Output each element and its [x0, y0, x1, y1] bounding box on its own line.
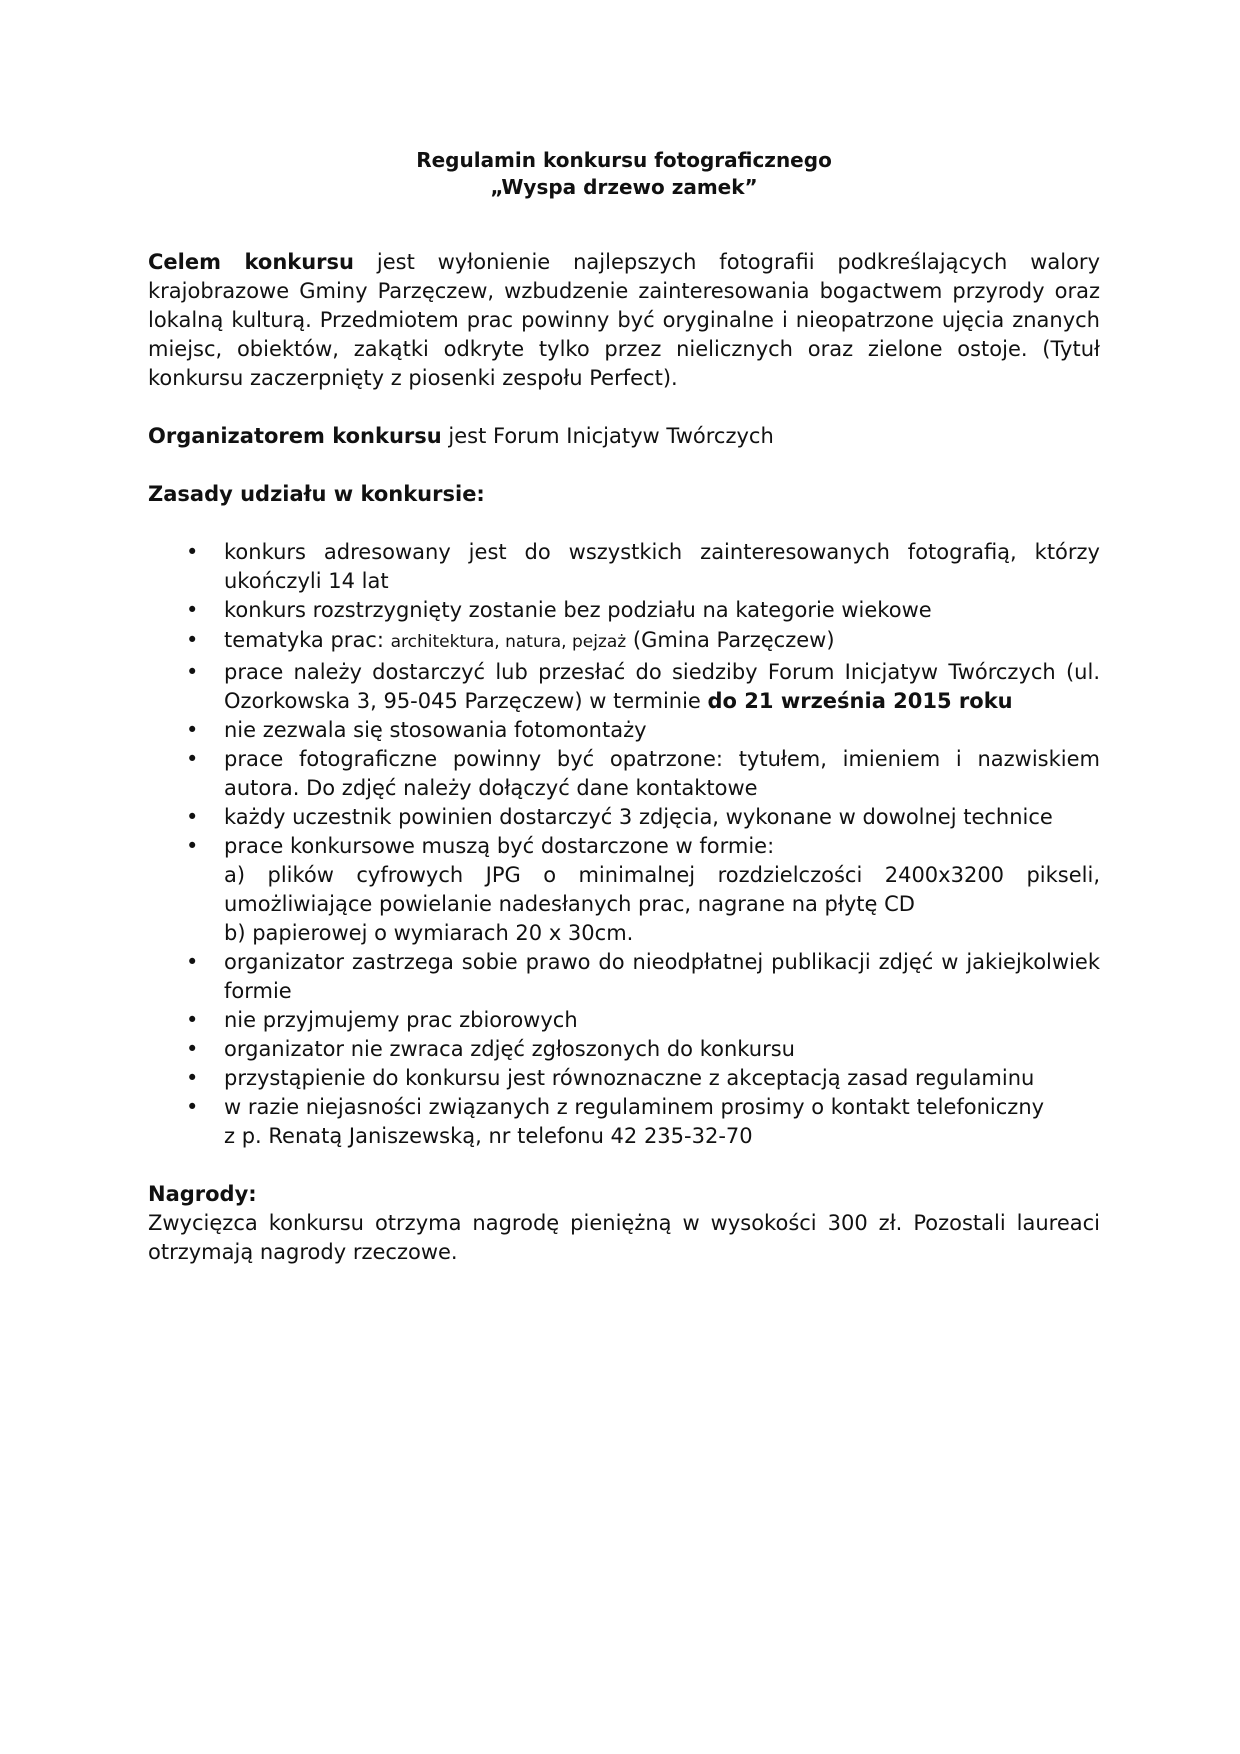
bullet-icon: •: [186, 1095, 199, 1119]
bullet-icon: •: [186, 950, 199, 974]
prizes-heading: Nagrody:: [148, 1182, 257, 1206]
rule-text: tematyka prac:: [224, 628, 391, 652]
list-item: [148, 1064, 1100, 1093]
document-subtitle: „Wyspa drzewo zamek”: [490, 175, 758, 199]
list-item: [148, 1006, 1100, 1035]
rule-deadline: do 21 września 2015 roku: [707, 689, 1013, 713]
list-item: [148, 948, 1100, 1006]
rule-text: nie przyjmujemy prac zbiorowych: [224, 1008, 578, 1032]
list-item: [148, 1035, 1100, 1064]
document-title: Regulamin konkursu fotograficznego: [416, 148, 832, 172]
intro-lead: Celem konkursu: [148, 250, 354, 274]
rule-text: (Gmina Parzęczew): [626, 628, 835, 652]
bullet-icon: •: [186, 834, 199, 858]
rule-text: prace konkursowe muszą być dostarczone w formie:: [224, 834, 775, 858]
intro-paragraph: [148, 248, 1100, 393]
title-block: [148, 147, 1100, 201]
rule-text: prace fotograficzne powinny być opatrzone: tytułem, imieniem i nazwiskiem autora. Do zdjęć należy dołączyć dane kontaktowe: [224, 747, 1100, 800]
rule-text: konkurs rozstrzygnięty zostanie bez podziału na kategorie wiekowe: [224, 598, 932, 622]
bullet-icon: •: [186, 540, 199, 564]
document-page: [148, 147, 1100, 1267]
rule-text: w razie niejasności związanych z regulaminem prosimy o kontakt telefoniczny: [224, 1095, 1045, 1119]
rules-list: [148, 538, 1100, 1151]
list-item: [148, 832, 1100, 948]
list-item: [148, 625, 1100, 658]
rule-text: prace należy dostarczyć lub przesłać do siedziby Forum Inicjatyw Twórczych (ul. Ozorkowska 3, 95-045 Parzęczew) w terminie: [224, 660, 1100, 713]
bullet-icon: •: [186, 805, 199, 829]
list-item: [148, 716, 1100, 745]
bullet-icon: •: [186, 1066, 199, 1090]
intro-text: jest wyłonienie najlepszych fotografii podkreślających walory krajobrazowe Gminy Parzęczew, wzbudzenie zainteresowania bogactwem przyrody oraz lokalną kulturą. Przedmiotem prac powinny być oryginalne i nieopatrzone ujęcia znanych miejsc, obiektów, zakątki odkryte tylko przez nielicznych oraz zielone ostoje. (Tytuł konkursu zaczerpnięty z piosenki zespołu Perfect).: [148, 250, 1100, 390]
organizer-lead: Organizatorem konkursu: [148, 424, 442, 448]
list-item: [148, 596, 1100, 625]
bullet-icon: •: [186, 718, 199, 742]
rule-text: nie zezwala się stosowania fotomontaży: [224, 718, 647, 742]
rule-subitem-b: b) papierowej o wymiarach 20 x 30cm.: [224, 921, 634, 945]
list-item: [148, 538, 1100, 596]
list-item: [148, 803, 1100, 832]
bullet-icon: •: [186, 1037, 199, 1061]
rule-topics: architektura, natura, pejzaż: [390, 632, 627, 652]
contact-line: z p. Renatą Janiszewską, nr telefonu 42 235-32-70: [224, 1124, 753, 1148]
list-item: [148, 1093, 1100, 1151]
prizes-text: Zwycięzca konkursu otrzyma nagrodę pieniężną w wysokości 300 zł. Pozostali laureaci otrzymają nagrody rzeczowe.: [148, 1211, 1100, 1264]
bullet-icon: •: [186, 1008, 199, 1032]
bullet-icon: •: [186, 660, 199, 684]
rules-heading: Zasady udziału w konkursie:: [148, 482, 485, 506]
organizer-text: jest Forum Inicjatyw Twórczych: [441, 424, 774, 448]
bullet-icon: •: [186, 747, 199, 771]
bullet-icon: •: [186, 598, 199, 622]
rule-text: przystąpienie do konkursu jest równoznaczne z akceptacją zasad regulaminu: [224, 1066, 1035, 1090]
list-item: [148, 658, 1100, 716]
rule-text: konkurs adresowany jest do wszystkich zainteresowanych fotografią, którzy ukończyli 14 lat: [224, 540, 1100, 593]
rule-subitem-a: a) plików cyfrowych JPG o minimalnej rozdzielczości 2400x3200 pikseli, umożliwiające powielanie nadesłanych prac, nagrane na płytę CD: [224, 863, 1100, 916]
list-item: [148, 745, 1100, 803]
bullet-icon: •: [186, 628, 199, 652]
rule-text: organizator nie zwraca zdjęć zgłoszonych do konkursu: [224, 1037, 795, 1061]
rule-text: każdy uczestnik powinien dostarczyć 3 zdjęcia, wykonane w dowolnej technice: [224, 805, 1053, 829]
rule-text: organizator zastrzega sobie prawo do nieodpłatnej publikacji zdjęć w jakiejkolwiek formie: [224, 950, 1100, 1003]
organizer-paragraph: [148, 422, 1100, 451]
